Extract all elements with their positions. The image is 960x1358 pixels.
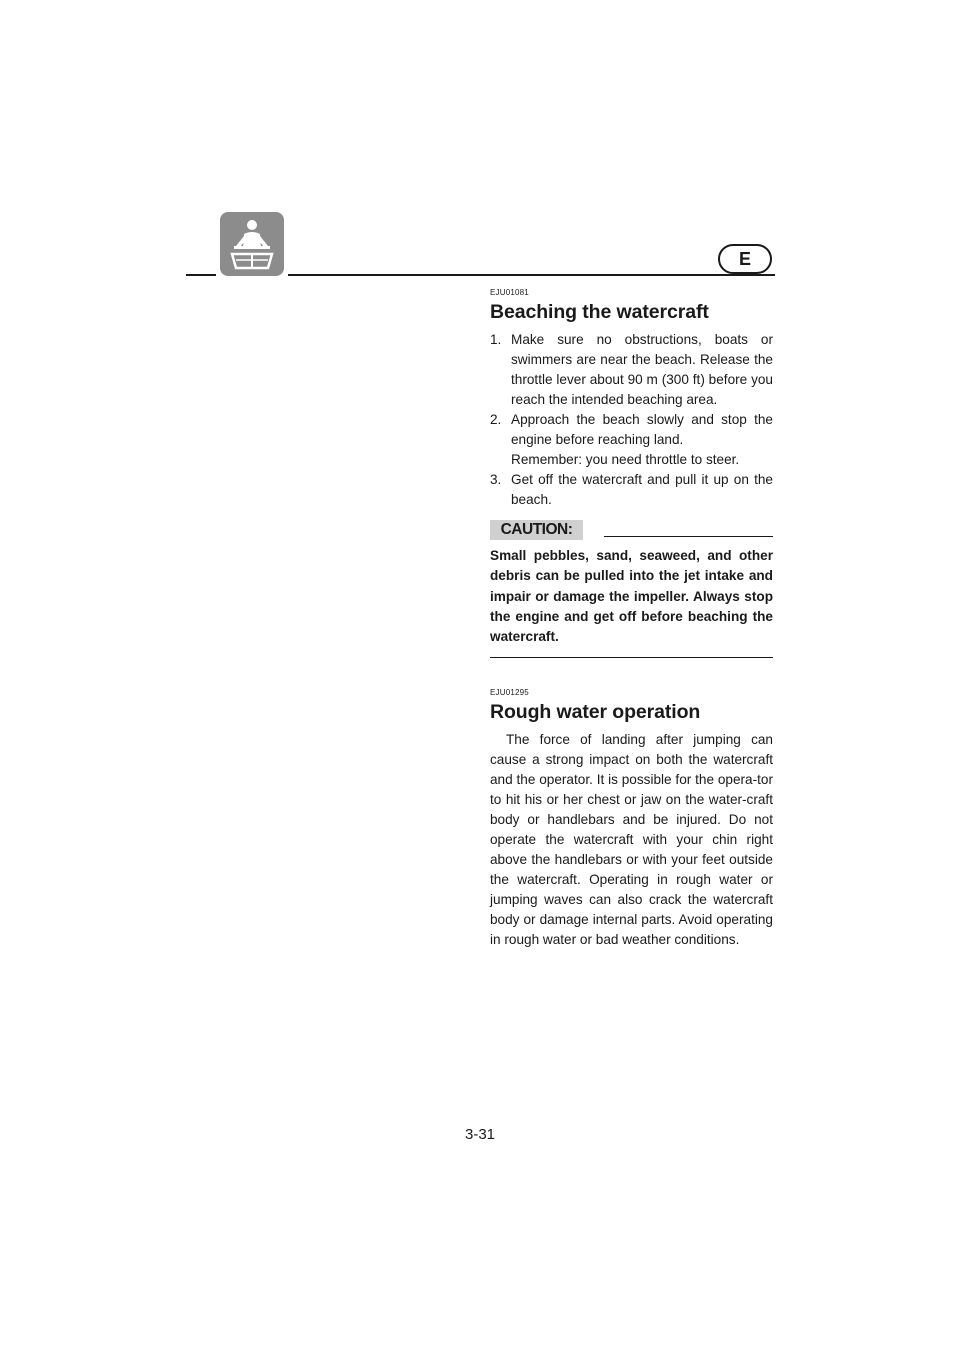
section-title: Rough water operation [490,701,701,724]
step-number: 1. [490,332,502,347]
caution-header [490,518,773,542]
section-icon [220,212,284,276]
page-number: 3-31 [464,1126,496,1143]
list-item [490,470,773,510]
section-code: EJU01081 [490,288,529,297]
step-number: 2. [490,412,502,427]
steps-list [490,330,773,510]
step-number: 3. [490,472,502,487]
caution-label: CAUTION: [490,520,583,540]
caution-end-rule [490,657,773,658]
caution-rule [604,536,773,537]
header-rule-right [288,274,775,276]
content-column [490,284,773,950]
section-title: Beaching the watercraft [490,301,709,323]
list-item [490,330,773,410]
header-rule-left [186,274,216,276]
step-text: Approach the beach slowly and stop the engine before reaching land. [511,412,773,447]
section-code: EJU01295 [490,688,529,698]
step-text: Make sure no obstructions, boats or swimmers are near the beach. Release the throttle lever about 90 m (300 ft) before you reach the intended beaching area. [511,332,773,407]
step-note: Remember: you need throttle to steer. [511,452,740,467]
section-rough-water [490,688,773,950]
language-badge: E [718,244,772,274]
body-paragraph: The force of landing after jumping can cause a strong impact on both the watercraft and the operator. It is possible for the opera-tor to hit his or her chest or jaw on the water-craft body or handlebars and be injured. Do not operate the watercraft with your chin right above the handlebars or with your feet outside the watercraft. Operating in rough water or jumping waves can also crack the watercraft body or damage internal parts. Avoid operating in rough water or bad weather conditions. [490,732,773,948]
watercraft-rider-icon [220,212,284,276]
step-text: Get off the watercraft and pull it up on the beach. [511,472,773,507]
caution-text: Small pebbles, sand, seaweed, and other debris can be pulled into the jet intake and impair or damage the impeller. Always stop the engine and get off before beaching the watercraft. [490,548,773,645]
list-item [490,410,773,470]
